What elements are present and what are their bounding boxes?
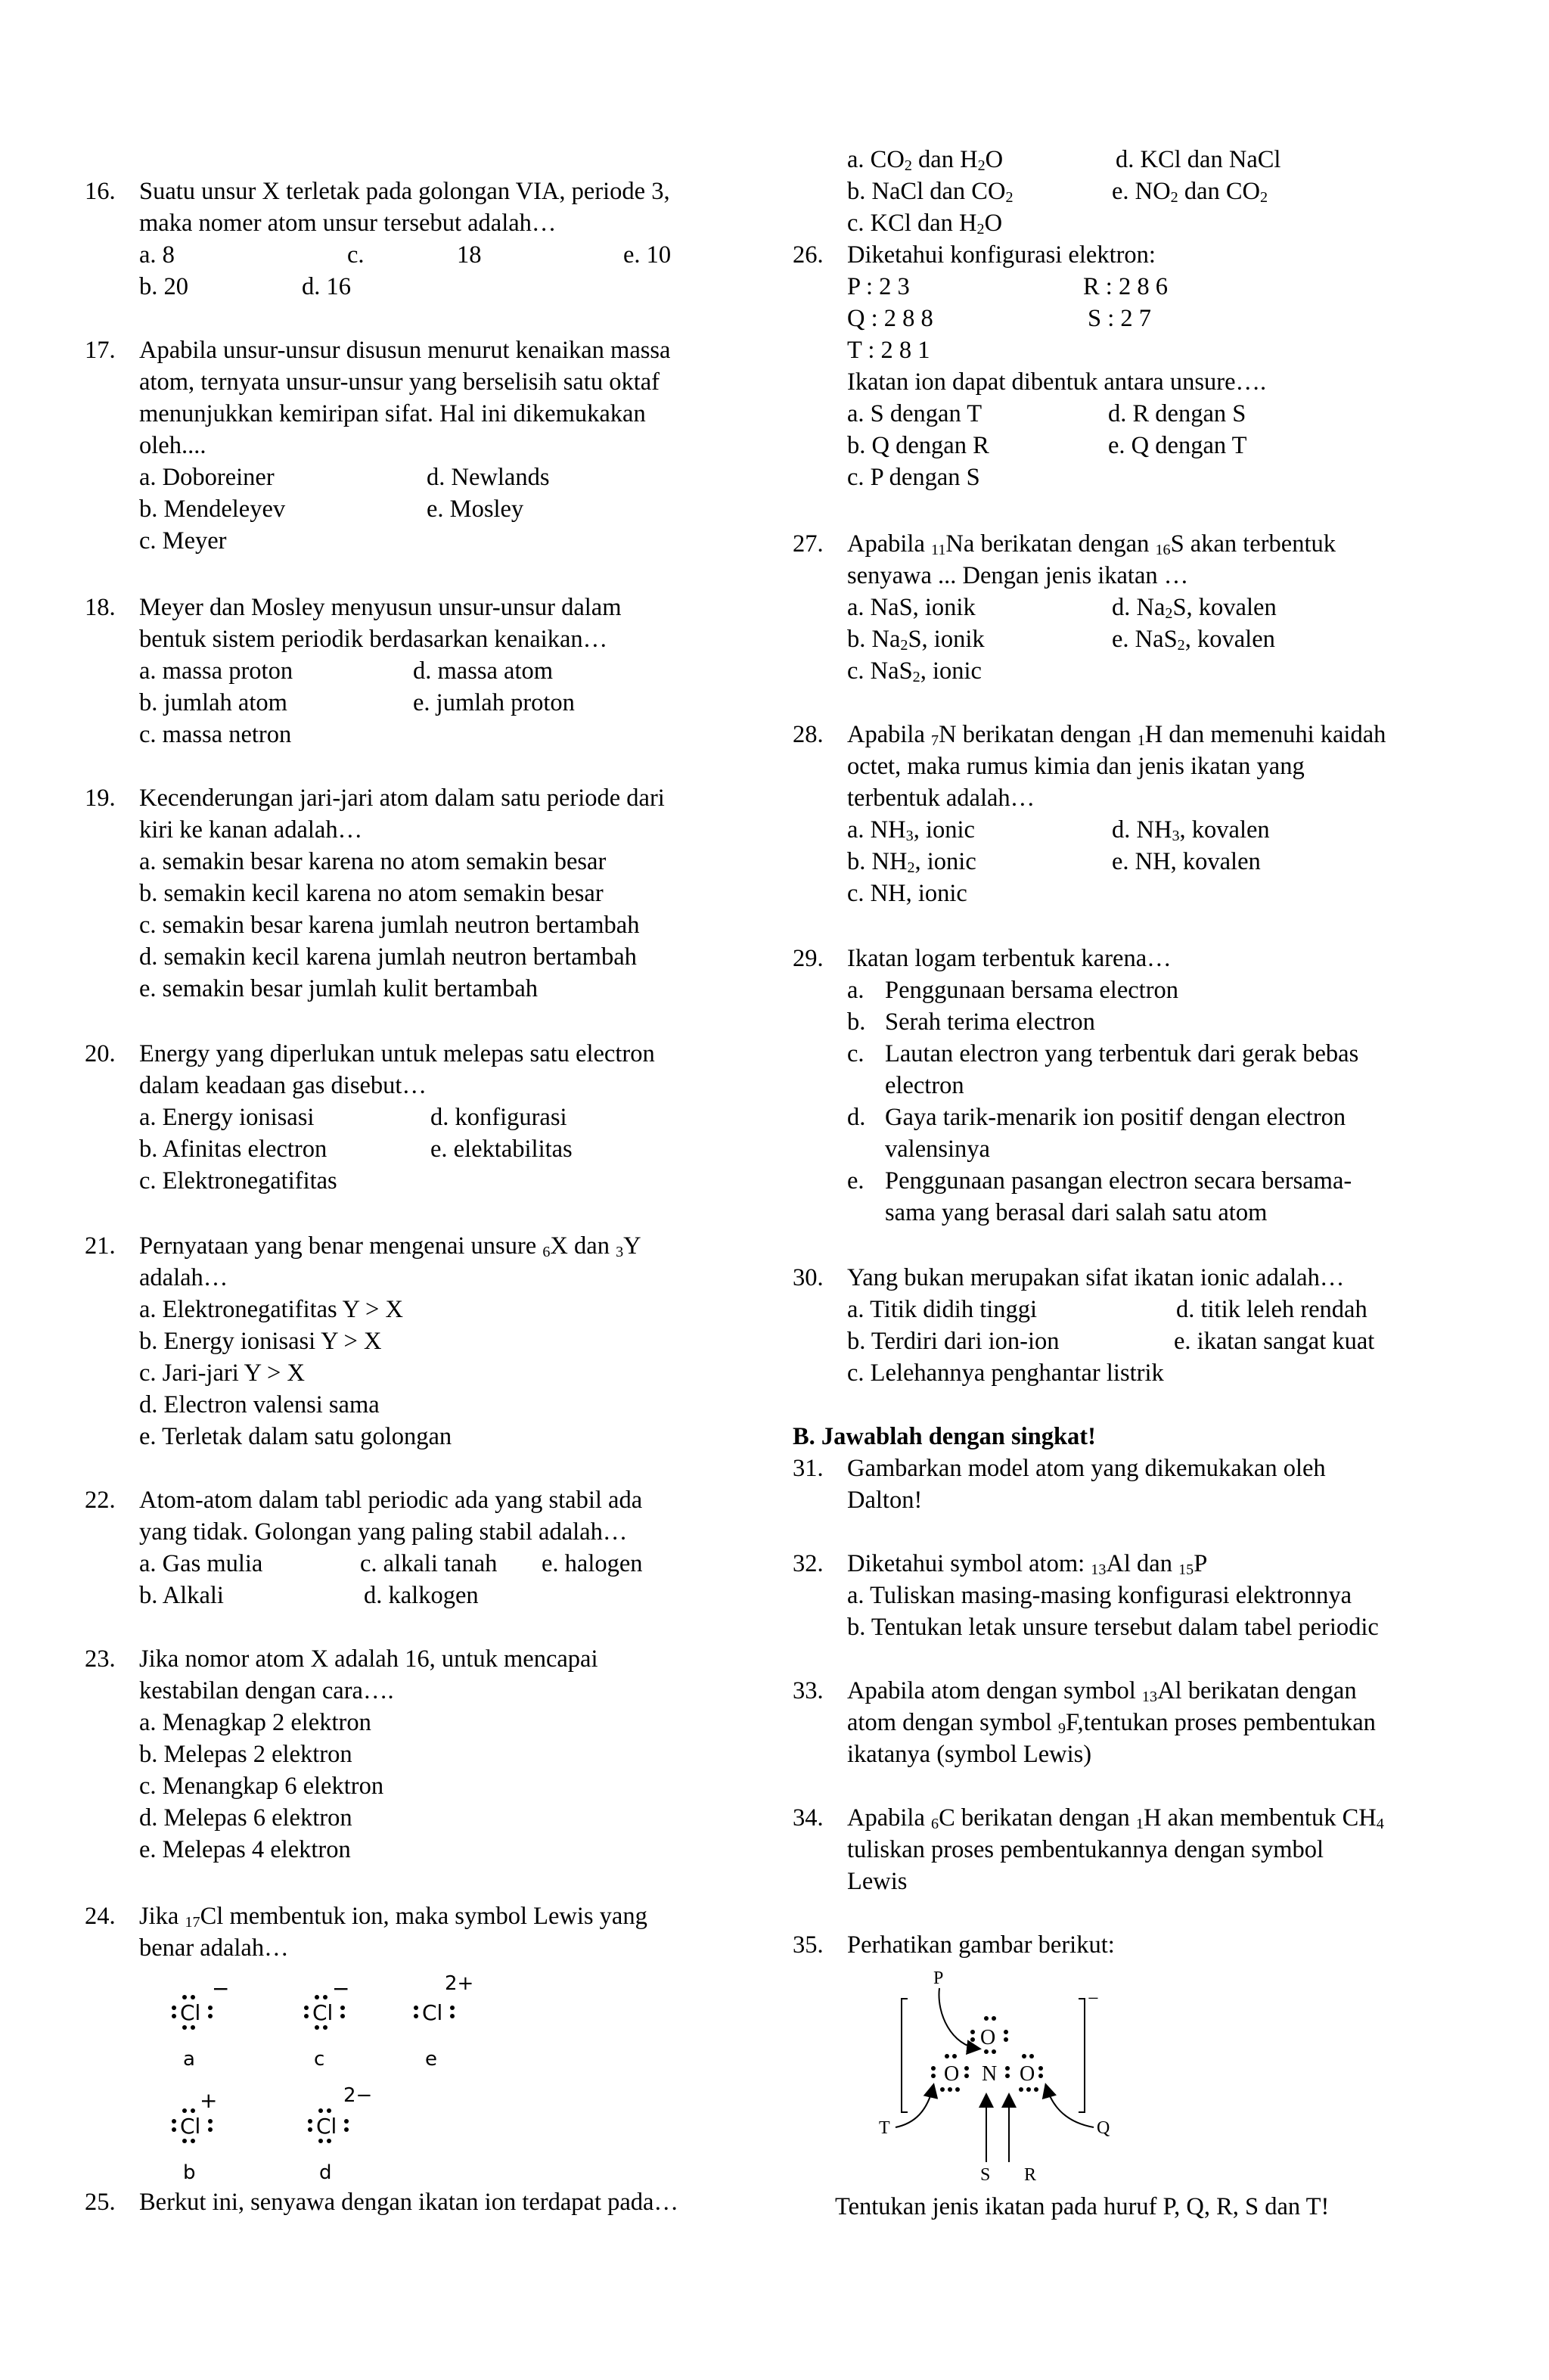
option-b: b. Afinitas electron bbox=[139, 1136, 327, 1163]
option-c: c. KCl dan $H_2O$ bbox=[847, 210, 1003, 238]
question-16 bbox=[85, 176, 765, 303]
option-b: b. Energy ionisasi Y > X bbox=[139, 1328, 382, 1355]
ion-charge: − bbox=[1088, 1987, 1099, 2009]
question-text: kiri ke kanan adalah… bbox=[139, 816, 363, 844]
option-a: a. Energy ionisasi bbox=[139, 1104, 315, 1131]
question-text: Apabila 11Na berikatan dengan 16S akan terbentuk bbox=[847, 530, 1336, 559]
question-number: 29. bbox=[793, 945, 824, 972]
option-a: a. S dengan T bbox=[847, 400, 982, 427]
question-text: Diketahui konfigurasi elektron: bbox=[847, 241, 1156, 269]
question-number: 19. bbox=[85, 785, 116, 812]
option-c: c. Jari-jari Y > X bbox=[139, 1359, 305, 1387]
option-d: d. $NH_3$, kovalen bbox=[1112, 816, 1270, 845]
question-18 bbox=[85, 592, 765, 750]
question-25-options bbox=[793, 144, 1488, 239]
option-b: b. jumlah atom bbox=[139, 689, 287, 716]
question-text: Atom-atom dalam tabl periodic ada yang stabil ada bbox=[139, 1487, 643, 1514]
svg-text:Cl: Cl bbox=[180, 2114, 201, 2139]
question-number: 24. bbox=[85, 1903, 116, 1930]
option-a: a. Gas mulia bbox=[139, 1550, 263, 1577]
question-text: Apabila 7N berikatan dengan 1H dan memenuhi kaidah bbox=[847, 721, 1386, 750]
option-c: c. NH, ionic bbox=[847, 880, 967, 907]
question-22 bbox=[85, 1484, 765, 1611]
question-number: 31. bbox=[793, 1455, 824, 1482]
option-b: b. $Na_2S$, ionik bbox=[847, 626, 985, 654]
option-c: c. Lelehannya penghantar listrik bbox=[847, 1359, 1164, 1387]
svg-text:−: − bbox=[212, 1976, 230, 2001]
question-number: 16. bbox=[85, 178, 116, 205]
svg-text:Cl: Cl bbox=[316, 2114, 337, 2139]
question-29 bbox=[793, 943, 1488, 1229]
question-17 bbox=[85, 334, 765, 557]
question-number: 23. bbox=[85, 1645, 116, 1673]
option-b: b. Mendeleyev bbox=[139, 496, 286, 523]
label-p: P bbox=[933, 1968, 944, 1988]
option-e: e. halogen bbox=[542, 1550, 643, 1577]
question-number: 28. bbox=[793, 721, 824, 748]
question-text: Ikatan ion dapat dibentuk antara unsure…. bbox=[847, 368, 1267, 396]
lewis-option-a bbox=[172, 1976, 229, 2071]
question-27 bbox=[793, 528, 1488, 687]
question-text: Kecenderungan jari-jari atom dalam satu periode dari bbox=[139, 785, 665, 812]
question-number: 34. bbox=[793, 1804, 824, 1832]
question-text: Ikatan logam terbentuk karena… bbox=[847, 945, 1172, 972]
option-c: c. NaS$_2$, ionic bbox=[847, 657, 982, 686]
question-text: Pernyataan yang benar mengenai unsure 6X dan 3Y bbox=[139, 1232, 641, 1261]
label-r: R bbox=[1024, 2165, 1037, 2185]
lewis-option-d bbox=[308, 2084, 372, 2184]
option-b: b. 20 bbox=[139, 273, 188, 300]
question-text: tuliskan proses pembentukannya dengan symbol bbox=[847, 1836, 1324, 1863]
question-text: Meyer dan Mosley menyusun unsur-unsur dalam bbox=[139, 594, 622, 621]
question-text: atom, ternyata unsur-unsur yang berselisih satu oktaf bbox=[139, 368, 660, 396]
option-d: d. Gaya tarik-menarik ion positif dengan electron valensinya bbox=[847, 1104, 1346, 1163]
label-s: S bbox=[980, 2165, 991, 2185]
option-e: e. Penggunaan pasangan electron secara bersama- sama yang berasal dari salah satu atom bbox=[847, 1167, 1352, 1226]
question-number: 32. bbox=[793, 1550, 824, 1577]
option-e: e. ikatan sangat kuat bbox=[1174, 1328, 1375, 1355]
config-r: R : 2 8 6 bbox=[1083, 273, 1168, 300]
question-24 bbox=[85, 1900, 765, 1964]
question-20 bbox=[85, 1038, 765, 1197]
option-d: d. semakin kecil karena jumlah neutron bertambah bbox=[139, 943, 637, 971]
question-text: terbentuk adalah… bbox=[847, 785, 1035, 812]
question-text: Jika 17Cl membentuk ion, maka symbol Lewis yang bbox=[139, 1903, 647, 1931]
option-d: d. Electron valensi sama bbox=[139, 1391, 380, 1418]
svg-text:−: − bbox=[332, 1976, 350, 2001]
question-35 bbox=[793, 1929, 1488, 1961]
option-c: c. semakin besar karena jumlah neutron bertambah bbox=[139, 912, 640, 939]
question-text: adalah… bbox=[139, 1264, 228, 1291]
svg-text:c: c bbox=[314, 2048, 325, 2071]
question-text: ikatanya (symbol Lewis) bbox=[847, 1741, 1092, 1768]
config-t: T : 2 8 1 bbox=[847, 337, 930, 364]
label-t: T bbox=[879, 2118, 890, 2138]
svg-text:Cl: Cl bbox=[180, 2000, 201, 2025]
question-25 bbox=[85, 2186, 765, 2218]
option-b: b. $NH_2$, ionic bbox=[847, 848, 976, 877]
question-text: kestabilan dengan cara…. bbox=[139, 1677, 394, 1704]
question-33 bbox=[793, 1675, 1488, 1770]
option-e: e. Mosley bbox=[427, 496, 524, 523]
option-b: b. semakin kecil karena no atom semakin besar bbox=[139, 880, 604, 907]
question-text: Gambarkan model atom yang dikemukakan oleh bbox=[847, 1455, 1326, 1482]
option-a: a. Tuliskan masing-masing konfigurasi elektronnya bbox=[847, 1582, 1352, 1609]
config-q: Q : 2 8 8 bbox=[847, 305, 933, 332]
question-number: 22. bbox=[85, 1487, 116, 1514]
option-a: a. massa proton bbox=[139, 657, 293, 685]
svg-text:d: d bbox=[319, 2161, 332, 2184]
section-b-heading: B. Jawablah dengan singkat! bbox=[793, 1423, 1096, 1450]
option-e: e. 10 bbox=[623, 241, 672, 269]
question-text: menunjukkan kemiripan sifat. Hal ini dikemukakan bbox=[139, 400, 646, 427]
option-e: e. Q dengan T bbox=[1108, 432, 1247, 459]
question-number: 26. bbox=[793, 241, 824, 269]
option-c: c. P dengan S bbox=[847, 464, 980, 491]
option-b: b. Serah terima electron bbox=[847, 1008, 1095, 1036]
option-a: a. $CO_2$ dan $H_2O$ bbox=[847, 146, 1004, 175]
diagram-caption: Tentukan jenis ikatan pada huruf P, Q, R, S dan T! bbox=[835, 2193, 1330, 2220]
option-c: c. bbox=[347, 241, 365, 269]
question-text: Energy yang diperlukan untuk melepas satu electron bbox=[139, 1040, 655, 1067]
option-a: a. Menagkap 2 elektron bbox=[139, 1709, 371, 1736]
option-b: b. Q dengan R bbox=[847, 432, 989, 459]
option-c: c. Elektronegatifitas bbox=[139, 1167, 337, 1195]
option-a: a. semakin besar karena no atom semakin besar bbox=[139, 848, 607, 875]
option-b: b. Alkali bbox=[139, 1582, 224, 1609]
lewis-option-c bbox=[304, 1976, 349, 2071]
svg-text:a: a bbox=[183, 2048, 195, 2071]
option-e: e. $NO_2$ dan $CO_2$ bbox=[1112, 178, 1268, 207]
option-d: d. massa atom bbox=[413, 657, 554, 685]
option-a: a. 8 bbox=[139, 241, 175, 269]
question-text: maka nomer atom unsur tersebut adalah… bbox=[139, 210, 557, 237]
option-a: a. Penggunaan bersama electron bbox=[847, 977, 1179, 1004]
option-c-value: 18 bbox=[457, 241, 482, 269]
label-q: Q bbox=[1097, 2118, 1110, 2138]
question-text: bentuk sistem periodik berdasarkan kenaikan… bbox=[139, 626, 608, 653]
question-text: Berkut ini, senyawa dengan ikatan ion terdapat pada… bbox=[139, 2189, 678, 2216]
question-text: Dalton! bbox=[847, 1487, 923, 1514]
question-text: oleh.... bbox=[139, 432, 206, 459]
question-text: senyawa ... Dengan jenis ikatan … bbox=[847, 562, 1189, 589]
question-number: 21. bbox=[85, 1232, 116, 1260]
svg-text:Cl: Cl bbox=[422, 2000, 443, 2025]
lewis-symbols-figure bbox=[145, 1967, 569, 2194]
question-text: yang tidak. Golongan yang paling stabil adalah… bbox=[139, 1518, 628, 1546]
question-26 bbox=[793, 239, 1488, 493]
option-d: d. Melepas 6 elektron bbox=[139, 1804, 352, 1832]
oxygen-left: O bbox=[944, 2062, 960, 2086]
option-e: e. NH, kovalen bbox=[1112, 848, 1261, 875]
question-32 bbox=[793, 1548, 1488, 1643]
option-d: d. $Na_2S$, kovalen bbox=[1112, 594, 1277, 623]
question-number: 30. bbox=[793, 1264, 824, 1291]
config-p: P : 2 3 bbox=[847, 273, 910, 300]
lewis-option-e bbox=[414, 1972, 473, 2071]
question-34 bbox=[793, 1802, 1488, 1897]
question-28 bbox=[793, 719, 1488, 909]
option-a: a. $NH_3$, ionic bbox=[847, 816, 975, 845]
option-d: d. titik leleh rendah bbox=[1176, 1296, 1367, 1323]
question-text: dalam keadaan gas disebut… bbox=[139, 1072, 427, 1099]
option-a: a. Doboreiner bbox=[139, 464, 275, 491]
question-text: Jika nomor atom X adalah 16, untuk mencapai bbox=[139, 1645, 598, 1673]
option-b: b. Melepas 2 elektron bbox=[139, 1741, 352, 1768]
question-21 bbox=[85, 1230, 765, 1453]
svg-text:Cl: Cl bbox=[312, 2000, 334, 2025]
option-d: d. R dengan S bbox=[1108, 400, 1246, 427]
oxygen-right: O bbox=[1020, 2062, 1035, 2086]
svg-text:e: e bbox=[425, 2048, 437, 2071]
question-19 bbox=[85, 782, 765, 1005]
option-b: b. NaCl dan $CO_2$ bbox=[847, 178, 1014, 207]
question-text: Lewis bbox=[847, 1868, 908, 1895]
nitrate-lewis-diagram bbox=[838, 1961, 1156, 2188]
question-number: 27. bbox=[793, 530, 824, 558]
question-number: 33. bbox=[793, 1677, 824, 1704]
question-text: Suatu unsur X terletak pada golongan VIA, periode 3, bbox=[139, 178, 670, 205]
option-e: e. semakin besar jumlah kulit bertambah bbox=[139, 975, 539, 1002]
svg-text:b: b bbox=[183, 2161, 196, 2184]
option-e: e. Terletak dalam satu golongan bbox=[139, 1423, 452, 1450]
question-text: Perhatikan gambar berikut: bbox=[847, 1931, 1115, 1959]
question-text: Apabila atom dengan symbol 13Al berikatan dengan bbox=[847, 1677, 1357, 1706]
option-e: e. Melepas 4 elektron bbox=[139, 1836, 351, 1863]
question-31 bbox=[793, 1453, 1488, 1516]
option-d: d. konfigurasi bbox=[430, 1104, 567, 1131]
option-c: c. massa netron bbox=[139, 721, 292, 748]
option-d: d. Newlands bbox=[427, 464, 550, 491]
question-text: Diketahui symbol atom: 13Al dan 15P bbox=[847, 1550, 1208, 1579]
question-number: 18. bbox=[85, 594, 116, 621]
question-number: 25. bbox=[85, 2189, 116, 2216]
option-d: d. 16 bbox=[302, 273, 351, 300]
option-c: c. Lautan electron yang terbentuk dari gerak bebas electron bbox=[847, 1040, 1359, 1099]
option-d: d. KCl dan NaCl bbox=[1116, 146, 1281, 173]
question-text: Apabila unsur-unsur disusun menurut kenaikan massa bbox=[139, 337, 671, 364]
option-a: a. Titik didih tinggi bbox=[847, 1296, 1038, 1323]
question-text: atom dengan symbol 9F,tentukan proses pembentukan bbox=[847, 1709, 1376, 1738]
question-30 bbox=[793, 1262, 1488, 1389]
lewis-option-b bbox=[172, 2088, 217, 2184]
svg-text:2+: 2+ bbox=[445, 1972, 474, 1995]
option-b: b. Tentukan letak unsure tersebut dalam tabel periodic bbox=[847, 1614, 1379, 1641]
question-text: Yang bukan merupakan sifat ikatan ionic adalah… bbox=[847, 1264, 1345, 1291]
question-text: benar adalah… bbox=[139, 1934, 289, 1962]
option-e: e. NaS$_2$, kovalen bbox=[1112, 626, 1275, 654]
nitrogen: N bbox=[982, 2062, 998, 2086]
oxygen-top: O bbox=[980, 2026, 996, 2049]
option-e: e. elektabilitas bbox=[430, 1136, 573, 1163]
question-number: 20. bbox=[85, 1040, 116, 1067]
option-c: c. alkali tanah bbox=[360, 1550, 498, 1577]
question-number: 17. bbox=[85, 337, 116, 364]
option-a: a. NaS, ionik bbox=[847, 594, 976, 621]
question-text: octet, maka rumus kimia dan jenis ikatan yang bbox=[847, 753, 1305, 780]
question-text: Apabila 6C berikatan dengan 1H akan membentuk $CH_4$ bbox=[847, 1804, 1384, 1833]
option-e: e. jumlah proton bbox=[413, 689, 575, 716]
option-b: b. Terdiri dari ion-ion bbox=[847, 1328, 1060, 1355]
svg-text:2−: 2− bbox=[343, 2084, 373, 2107]
option-d: d. kalkogen bbox=[364, 1582, 479, 1609]
question-23 bbox=[85, 1643, 765, 1866]
option-c: c. Menangkap 6 elektron bbox=[139, 1773, 384, 1800]
question-number: 35. bbox=[793, 1931, 824, 1959]
config-s: S : 2 7 bbox=[1088, 305, 1151, 332]
option-a: a. Elektronegatifitas Y > X bbox=[139, 1296, 403, 1323]
option-c: c. Meyer bbox=[139, 527, 227, 555]
svg-text:+: + bbox=[200, 2088, 218, 2113]
